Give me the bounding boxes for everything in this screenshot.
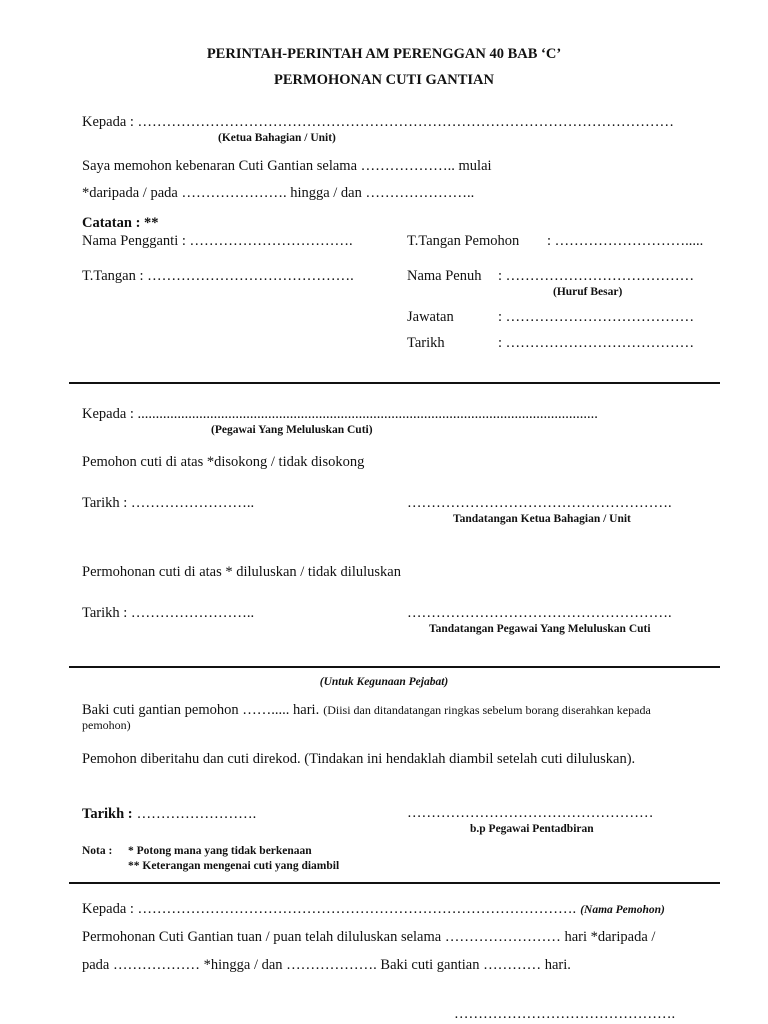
huruf-besar-label: (Huruf Besar) [553,286,623,298]
signature-head-field: ………………………………………………. [407,495,672,511]
signature-head-label: Tandatangan Ketua Bahagian / Unit [453,513,631,525]
signature-admin-field: …………………………………………… [407,805,654,821]
signature-admin-label: b.p Pegawai Pentadbiran [470,823,594,835]
tarikh-office-dots: ……………………. [136,806,257,822]
approver-sublabel: (Pegawai Yang Meluluskan Cuti) [211,424,373,436]
baki-line [82,701,651,719]
ttangan-field: T.Tangan : ……………………………………. [82,268,354,284]
tarikh-office-field [82,805,256,823]
leave-request-line: Saya memohon kebenaran Cuti Gantian selama ……………….. mulai [82,158,492,174]
approved-dates-line: pada ……………… *hingga / dan ………………. Baki cuti gantian ………… hari. [82,957,571,973]
ttangan-pemohon-label: T.Tangan Pemohon [407,233,520,249]
baki-text: Baki cuti gantian pemohon ……..... hari. [82,702,320,718]
approval-line: Permohonan cuti di atas * diluluskan / tidak diluluskan [82,564,401,580]
nama-penuh-field: : ………………………………… [498,268,695,284]
nama-pemohon-label: (Nama Pemohon) [580,904,665,916]
section-divider [69,382,720,384]
final-signature-field: ………………………………………. [454,1006,676,1022]
support-line: Pemohon cuti di atas *disokong / tidak disokong [82,454,365,470]
form-title: PERINTAH-PERINTAH AM PERENGGAN 40 BAB ‘C’ [206,46,562,62]
kepada-field: Kepada : ………………………………………………………………………………………………… [82,114,675,130]
signature-approver-field: ………………………………………………. [407,605,672,621]
nota-item-1: * Potong mana yang tidak berkenaan [128,845,312,857]
baki-note: (Diisi dan ditandatangan ringkas sebelum borang diserahkan kepada [323,703,651,717]
kepada-sublabel: (Ketua Bahagian / Unit) [218,132,336,144]
kepada-applicant-text: Kepada : ………………………………………………………………………………. [82,901,577,917]
baki-note-cont: pemohon) [82,718,131,732]
tarikh-support-field: Tarikh : …………………….. [82,495,255,511]
section-divider [69,666,720,668]
ttangan-pemohon-field: : ………………………..... [547,233,704,249]
nota-item-2: ** Keterangan mengenai cuti yang diambil [128,860,340,872]
catatan-label: Catatan : ** [82,215,159,231]
tarikh-field: : ………………………………… [498,335,695,351]
approved-notice-line: Permohonan Cuti Gantian tuan / puan telah diluluskan selama …………………… hari *daripada / [82,929,656,945]
tarikh-approval-field: Tarikh : …………………….. [82,605,255,621]
section-divider [69,882,720,884]
tarikh-label: Tarikh [407,335,445,351]
form-subtitle: PERMOHONAN CUTI GANTIAN [274,72,494,88]
nota-label: Nota : [82,845,113,857]
signature-approver-label: Tandatangan Pegawai Yang Meluluskan Cuti [429,623,651,635]
leave-dates-line: *daripada / pada …………………. hingga / dan ………………….. [82,185,475,201]
nama-pengganti-field: Nama Pengganti : ……………………………. [82,233,353,249]
nama-penuh-label: Nama Penuh [407,268,482,284]
jawatan-label: Jawatan [407,309,454,325]
tarikh-office-label: Tarikh : [82,806,133,822]
record-line: Pemohon diberitahu dan cuti direkod. (Tindakan ini hendaklah diambil setelah cuti diluluskan). [82,751,636,767]
kepada-applicant-field [82,900,665,918]
jawatan-field: : ………………………………… [498,309,695,325]
office-use-label: (Untuk Kegunaan Pejabat) [319,676,449,688]
kepada-approver-field: Kepada : ............................................................................................................................... [82,406,598,422]
